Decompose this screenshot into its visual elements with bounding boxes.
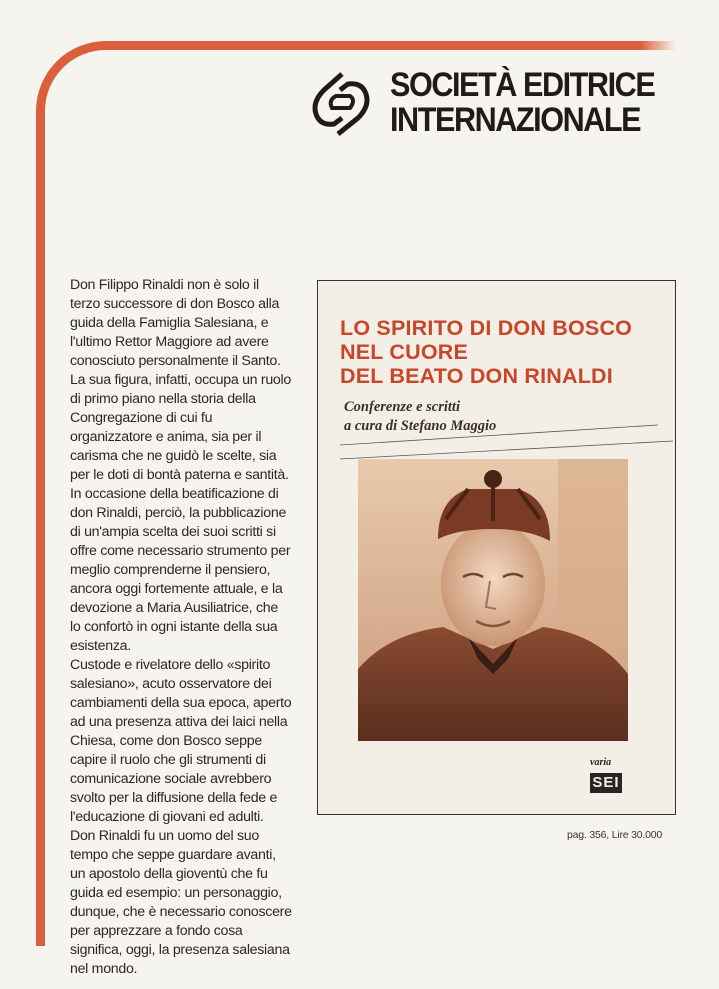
book-title-line2: NEL CUORE [340, 340, 469, 364]
article-paragraph: Don Filippo Rinaldi non è solo il terzo successore di don Bosco alla guida della Famiglia Salesiana, e l'ultimo Rettor Maggiore ad avere conosciuto personalmente il Santo. La sua figura, infatti, occupa un ruolo di primo piano nella storia della Congregazione di cui fu organizzatore e anima, sia per il carisma che ne guidò le scelte, sia per le doti di bontà paterna e santità. [70, 277, 291, 483]
portrait-photo [358, 459, 628, 741]
book-title-line3: DEL BEATO DON RINALDI [340, 364, 613, 388]
book-subtitle-line2: a cura di Stefano Maggio [344, 418, 497, 434]
series-brand: SEI [590, 773, 622, 793]
book-subtitle [344, 398, 496, 436]
article-paragraph: In occasione della beatificazione di don Rinaldi, perciò, la pubblicazione di un'ampia scelta dei suoi scritti si offre come necessario strumento per meglio comprenderne il pensiero, ancora oggi fortemente attuale, e la devozione a Maria Ausiliatrice, che lo confortò in ogni istante della sua esistenza. [70, 486, 291, 654]
publisher-name-line1: SOCIETÀ EDITRICE [390, 66, 655, 104]
publisher-name-line2: INTERNAZIONALE [390, 101, 641, 139]
publisher-header [302, 62, 682, 152]
sei-logo-icon [302, 68, 380, 142]
book-title-line1: LO SPIRITO DI DON BOSCO [340, 316, 633, 340]
article-text [70, 276, 292, 979]
book-cover [317, 280, 676, 815]
price-info: pag. 356, Lire 30.000 [567, 829, 663, 841]
book-subtitle-line1: Conferenze e scritti [344, 399, 460, 415]
publisher-name [390, 68, 654, 138]
article-paragraph: Custode e rivelatore dello «spirito salesiano», acuto osservatore dei cambiamenti della sua epoca, aperto ad una presenza attiva dei laici nella Chiesa, come don Bosco seppe capire il ruolo che gli strumenti di comunicazione sociale avrebbero svolto per la diffusione della fede e l'educazione di giovani ed adulti. [70, 657, 292, 825]
book-title [340, 316, 632, 388]
series-label: varia [590, 757, 612, 768]
article-paragraph: Don Rinaldi fu un uomo del suo tempo che seppe guardare avanti, un apostolo della gioventù che fu guida ed esempio: un personaggio, dunque, che è necessario conoscere per apprezzare a fondo cosa significa, oggi, la presenza salesiana nel mondo. [70, 828, 292, 977]
